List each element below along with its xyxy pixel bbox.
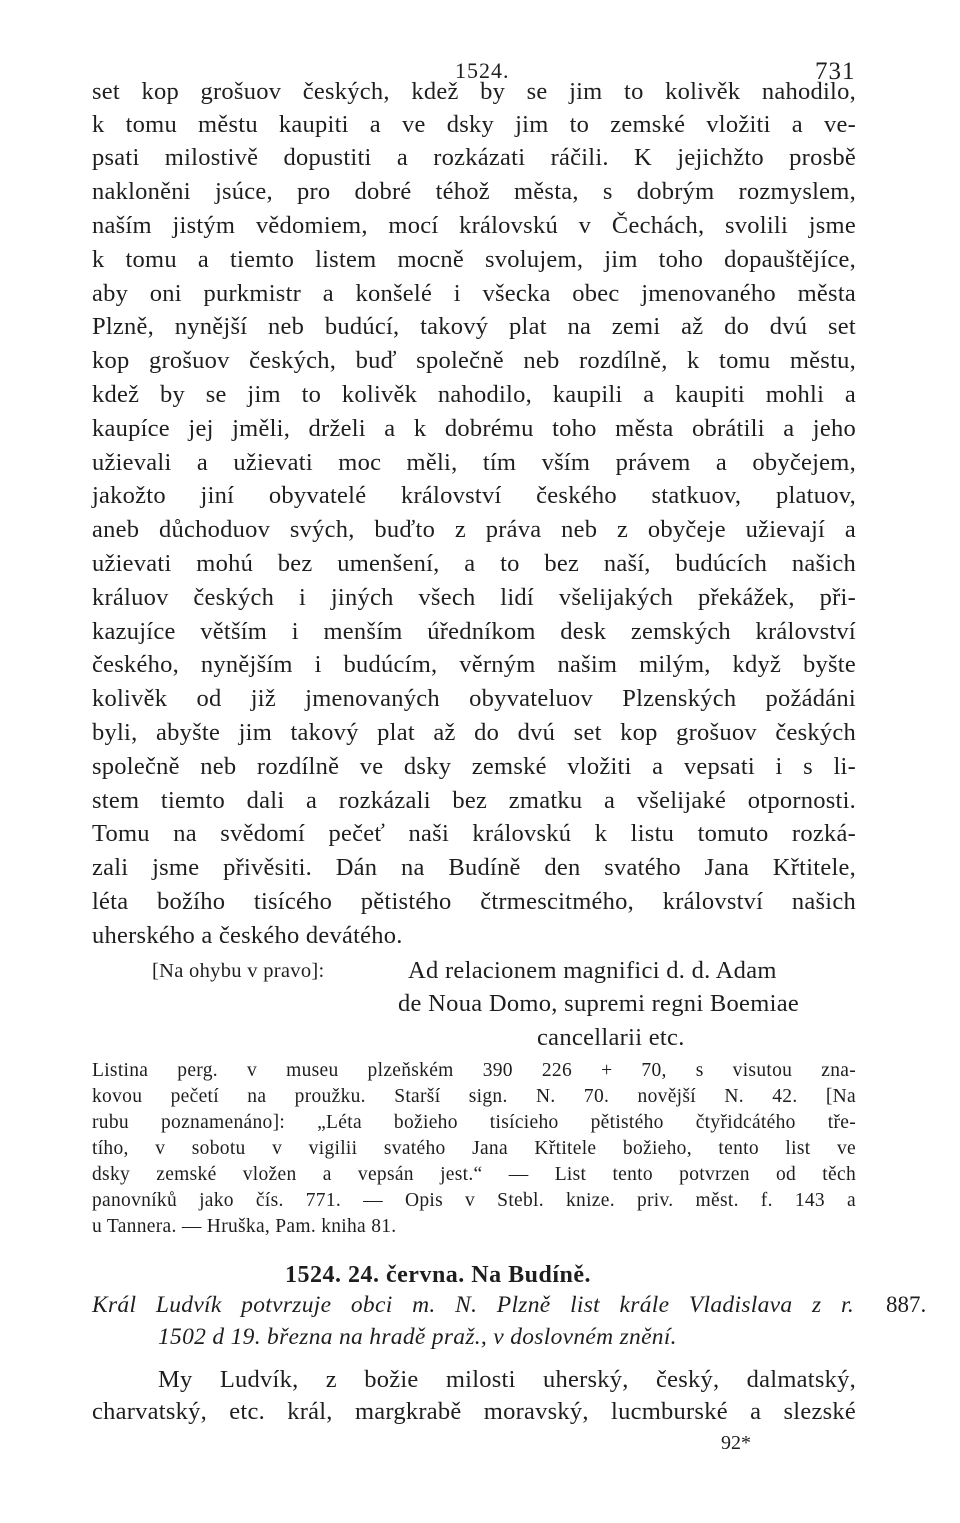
- body-line: užievali a užievati moc měli, tím vším právem a obyčejem,: [92, 449, 856, 476]
- body-line: kaupíce jej jměli, drželi a k dobrému toho města obrátili a jeho: [92, 415, 856, 442]
- note-line: Listina perg. v museu plzeňském 390 226 + 70, s visutou zna-: [92, 1060, 856, 1081]
- body-line: psati milostivě dopustiti a rozkázati ráčili. K jejichžto prosbě: [92, 144, 856, 171]
- regest-line: Král Ludvík potvrzuje obci m. N. Plzně list krále Vladislava z r.: [92, 1292, 854, 1318]
- body-line: aby oni purkmistr a konšelé i všecka obec jmenovaného města: [92, 280, 856, 307]
- note-line: u Tannera. — Hruška, Pam. kniha 81.: [92, 1216, 397, 1237]
- running-header-year: 1524.: [455, 58, 510, 83]
- body-line: k tomu městu kaupiti a ve dsky jim to zemské vložiti a ve-: [92, 111, 856, 138]
- body-line: užievati mohú bez umenšení, a to bez naší, budúcích našich: [92, 550, 856, 577]
- body-line: My Ludvík, z božie milosti uherský, český, dalmatský,: [158, 1366, 856, 1393]
- body-line: k tomu a tiemto listem mocně svolujem, jim toho dopauštějíce,: [92, 246, 856, 273]
- note-line: dsky zemské vložen a vepsán jest.“ — List tento potvrzen od těch: [92, 1164, 856, 1185]
- signature-mark: 92*: [721, 1432, 751, 1454]
- body-line: uherského a českého devátého.: [92, 922, 403, 949]
- body-line: zali jsme přivěsiti. Dán na Budíně den svatého Jana Křtitele,: [92, 854, 856, 881]
- entry-heading: 1524. 24. června. Na Budíně.: [285, 1262, 592, 1288]
- body-line: byli, abyšte jim takový plat až do dvú set kop grošuov českých: [92, 719, 856, 746]
- document-number: 887.: [886, 1292, 927, 1317]
- note-line: kovou pečetí na proužku. Starší sign. N. 70. novější N. 42. [Na: [92, 1086, 856, 1107]
- body-line: společně neb rozdílně ve dsky zemské vložiti a vepsati i s li-: [92, 753, 856, 780]
- regest-line: 1502 d 19. března na hradě praž., v doslovném znění.: [158, 1324, 677, 1350]
- body-line: aneb důchoduov svých, buďto z práva neb z obyčeje užievají a: [92, 516, 856, 543]
- body-line: charvatský, etc. král, margkrabě moravský, lucmburské a slezské: [92, 1398, 856, 1425]
- body-line: českého, nynějším i budúcím, věrným našim milým, když byšte: [92, 651, 856, 678]
- endorsement-line: Ad relacionem magnifici d. d. Adam: [408, 957, 777, 984]
- endorsement-line: de Noua Domo, supremi regni Boemiae: [398, 990, 800, 1017]
- body-line: stem tiemto dali a rozkázali bez zmatku a všelijaké otpornosti.: [92, 787, 856, 814]
- note-line: rubu poznamenáno]: „Léta božieho tisícieho pětistého čtyřidcátého tře-: [92, 1112, 856, 1133]
- body-line: léta božího tisícého pětistého čtrmescitmého, království našich: [92, 888, 856, 915]
- note-line: tího, v sobotu v vigilii svatého Jana Křtitele božieho, tento list ve: [92, 1138, 856, 1159]
- body-line: kazujíce větším i menším úředníkom desk zemských království: [92, 618, 856, 645]
- body-line: naším jistým vědomiem, mocí královskú v Čechách, svolili jsme: [92, 212, 856, 239]
- body-line: set kop grošuov českých, kdež by se jim to kolivěk nahodilo,: [92, 78, 856, 105]
- body-line: kop grošuov českých, buď společně neb rozdílně, k tomu městu,: [92, 347, 856, 374]
- note-line: panovníků jako čís. 771. — Opis v Stebl. knize. priv. měst. f. 143 a: [92, 1190, 856, 1211]
- body-line: nakloněni jsúce, pro dobré téhož města, s dobrým rozmyslem,: [92, 178, 856, 205]
- body-line: jakožto jiní obyvatelé království českého statkuov, platuov,: [92, 482, 856, 509]
- body-line: Plzně, nynější neb budúcí, takový plat na zemi až do dvú set: [92, 313, 856, 340]
- body-line: kdež by se jim to kolivěk nahodilo, kaupili a kaupiti mohli a: [92, 381, 856, 408]
- body-line: kolivěk od již jmenovaných obyvateluov Plzenských požádáni: [92, 685, 856, 712]
- endorsement-prefix: [Na ohybu v pravo]:: [152, 960, 325, 982]
- body-line: králuov českých i jiných všech lidí všelijakých překážek, při-: [92, 584, 856, 611]
- page-number: 731: [815, 58, 856, 85]
- body-line: Tomu na svědomí pečeť naši královskú k listu tomuto rozká-: [92, 820, 856, 847]
- endorsement-line: cancellarii etc.: [537, 1024, 685, 1051]
